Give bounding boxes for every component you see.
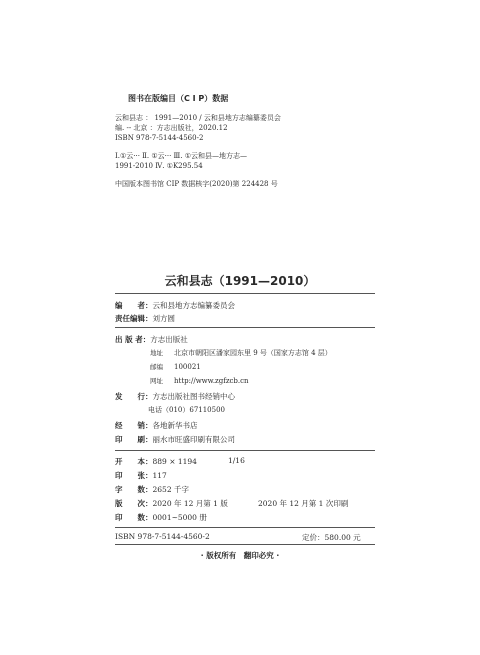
cip-line-2: 编. -- 北京 ：方志出版社，2020.12 <box>115 124 228 132</box>
editor-value: 云和县地方志编纂委员会 <box>152 301 235 310</box>
format-label: 开 本： <box>115 457 153 466</box>
publisher-label: 出 版 者： <box>115 335 151 344</box>
publisher-address <box>150 348 332 358</box>
responsible-editor-value: 刘方圆 <box>152 314 175 323</box>
impression-value: 2020 年 12 月第 1 次印刷 <box>258 499 349 508</box>
publisher-value: 方志出版社 <box>150 335 188 344</box>
printing-value: 丽水市旺盛印刷有限公司 <box>152 435 235 444</box>
words-value: 2652 千字 <box>152 485 189 494</box>
copyright-notice: · 版权所有 翻印必究 · <box>200 551 280 560</box>
divider <box>115 527 375 528</box>
copies-row <box>115 512 207 523</box>
cip-heading: 图书在版编目（C I P）数据 <box>128 94 229 103</box>
responsible-editor-row <box>115 313 175 324</box>
cip-isbn-line: ISBN 978-7-5144-4560-2 <box>115 134 204 142</box>
publisher-row <box>115 334 188 345</box>
publisher-postcode <box>150 362 201 371</box>
copies-label: 印 数： <box>115 513 153 522</box>
website-value: http://www.zgfzcb.cn <box>174 377 249 385</box>
price-text: 定价：580.00 元 <box>302 533 361 542</box>
printing-row <box>115 434 235 445</box>
postcode-label: 邮编 <box>150 363 163 371</box>
divider <box>115 327 375 328</box>
distribution-row <box>115 391 235 402</box>
distribution-label: 发 行： <box>115 392 153 401</box>
isbn-text: ISBN 978-7-5144-4560-2 <box>115 532 210 541</box>
edition-value: 2020 年 12 月第 1 版 <box>152 499 228 508</box>
publisher-website <box>150 376 249 385</box>
cip-record-number: 中国版本图书馆 CIP 数据核字(2020)第 224428 号 <box>115 180 278 188</box>
copies-value: 0001~5000 册 <box>152 513 207 522</box>
format-value: 889 × 1194 <box>152 457 197 466</box>
edition-row <box>115 498 228 509</box>
distribution-phone: 电话（010）67110500 <box>148 406 225 414</box>
divider <box>115 293 375 294</box>
sales-row <box>115 420 198 431</box>
sheets-label: 印 张： <box>115 471 153 480</box>
postcode-value: 100021 <box>174 363 201 371</box>
cip-line-5: 1991-2010 Ⅳ. ①K295.54 <box>115 162 203 170</box>
sales-label: 经 销： <box>115 421 153 430</box>
book-title: 云和县志（1991—2010） <box>164 274 316 288</box>
cip-line-4: Ⅰ.①云··· Ⅱ. ①云··· Ⅲ. ①云和县—地方志— <box>115 152 248 160</box>
words-row <box>115 484 189 495</box>
editor-label: 编 者： <box>115 301 153 310</box>
editor-row <box>115 300 235 311</box>
sheets-row <box>115 470 167 481</box>
divider <box>115 450 375 451</box>
website-label: 网址 <box>150 377 163 385</box>
format-row <box>115 456 197 467</box>
cip-line-1: 云和县志 ： 1991—2010 / 云和县地方志编纂委员会 <box>115 114 281 122</box>
edition-label: 版 次： <box>115 499 153 508</box>
words-label: 字 数： <box>115 485 153 494</box>
address-label: 地址 <box>150 349 163 357</box>
divider <box>115 544 375 545</box>
sales-value: 各地新华书店 <box>152 421 198 430</box>
distribution-value: 方志出版社图书经销中心 <box>152 392 235 401</box>
printing-label: 印 刷： <box>115 435 153 444</box>
responsible-editor-label: 责任编辑： <box>115 314 153 323</box>
format-ratio: 1/16 <box>228 456 245 465</box>
sheets-value: 117 <box>152 471 167 480</box>
address-value: 北京市朝阳区潘家园东里 9 号（国家方志馆 4 层） <box>174 349 332 357</box>
